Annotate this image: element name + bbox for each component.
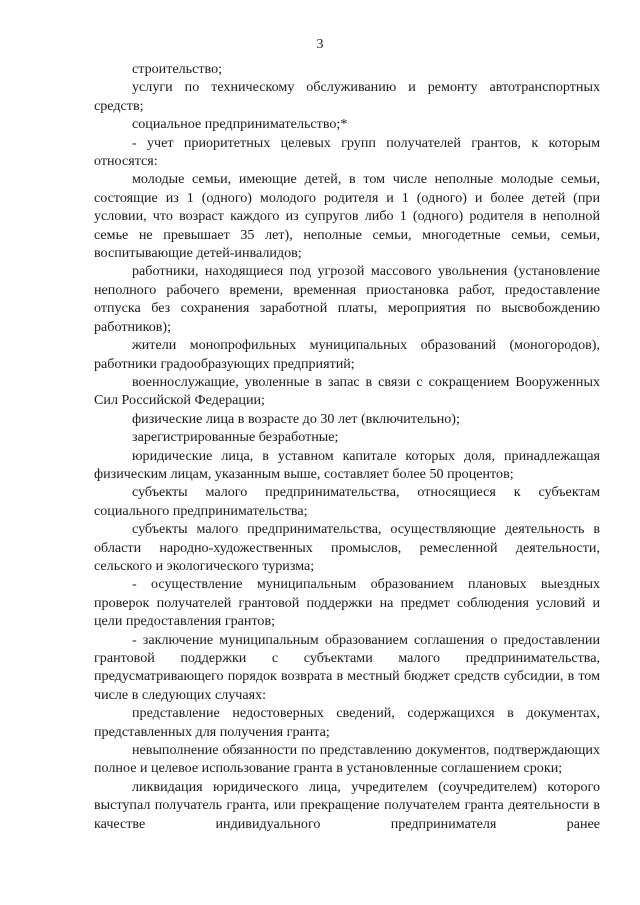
paragraph-inspections: - осуществление муниципальным образованием плановых выездных проверок получателей грантовой поддержки на предмет соблюдения условий и цели предоставления грантов; [94, 576, 600, 630]
paragraph-small-business-social: субъекты малого предпринимательства, относящиеся к субъектам социального предпринимательства; [94, 484, 600, 519]
paragraph-liquidation: ликвидация юридического лица, учредителем (соучредителем) которого выступал получатель гранта, или прекращение получателем гранта деятельности в качестве индивидуального предпринимателя ранее [94, 778, 600, 832]
paragraph-legal-entities: юридические лица, в уставном капитале которых доля, принадлежащая физическим лицам, указанным выше, составляет более 50 процентов; [94, 447, 600, 482]
paragraph-small-business-crafts: субъекты малого предпринимательства, осуществляющие деятельность в области народно-художественных промыслов, ремесленной деятельности, сельского и экологического туризма; [94, 521, 600, 574]
paragraph-non-fulfillment: невыполнение обязанности по представлению документов, подтверждающих полное и целевое использование гранта в установленные соглашением сроки; [94, 742, 600, 777]
paragraph-young-individuals: физические лица в возрасте до 30 лет (включительно); [132, 410, 460, 427]
page-number: 3 [316, 37, 324, 52]
paragraph-monotown-residents: жители монопрофильных муниципальных образований (моногородов), работники градообразующих предприятий; [94, 337, 600, 372]
paragraph-young-families: молодые семьи, имеющие детей, в том числе неполные молодые семьи, состоящие из 1 (одного) молодого родителя и 1 (одного) и более детей (при условии, что возраст каждого из супругов либо 1 (одного) родителя в неполной семье не превышает 35 лет), неполные семьи, многодетные семьи, семьи, воспитывающие детей-инвалидов; [94, 171, 600, 262]
paragraph-military-servicemen: военнослужащие, уволенные в запас в связи с сокращением Вооруженных Сил Российской Федерации; [94, 373, 600, 409]
paragraph-social-entrepreneurship: социальное предпринимательство;* [132, 116, 348, 133]
paragraph-target-groups-intro: - учет приоритетных целевых групп получателей грантов, к которым относятся: [94, 134, 600, 170]
paragraph-agreement: - заключение муниципальным образованием соглашения о предоставлении грантовой поддержки с субъектами малого предпринимательства, предусматривающего порядок возврата в местный бюджет средств субсидии, в том числе в следующих случаях: [94, 631, 600, 703]
paragraph-unemployed: зарегистрированные безработные; [132, 429, 339, 446]
paragraph-false-information: представление недостоверных сведений, содержащихся в документах, представленных для получения гранта; [94, 705, 600, 740]
paragraph-workers-dismissal: работники, находящиеся под угрозой массового увольнения (установление неполного рабочего времени, временная приостановка работ, предоставление отпуска без сохранения заработной платы, мероприятия по высвобождению работников); [94, 263, 600, 335]
paragraph-construction: строительство; [132, 61, 223, 77]
document-body [94, 60, 600, 833]
paragraph-auto-services: услуги по техническому обслуживанию и ремонту автотранспортных средств; [94, 79, 600, 114]
